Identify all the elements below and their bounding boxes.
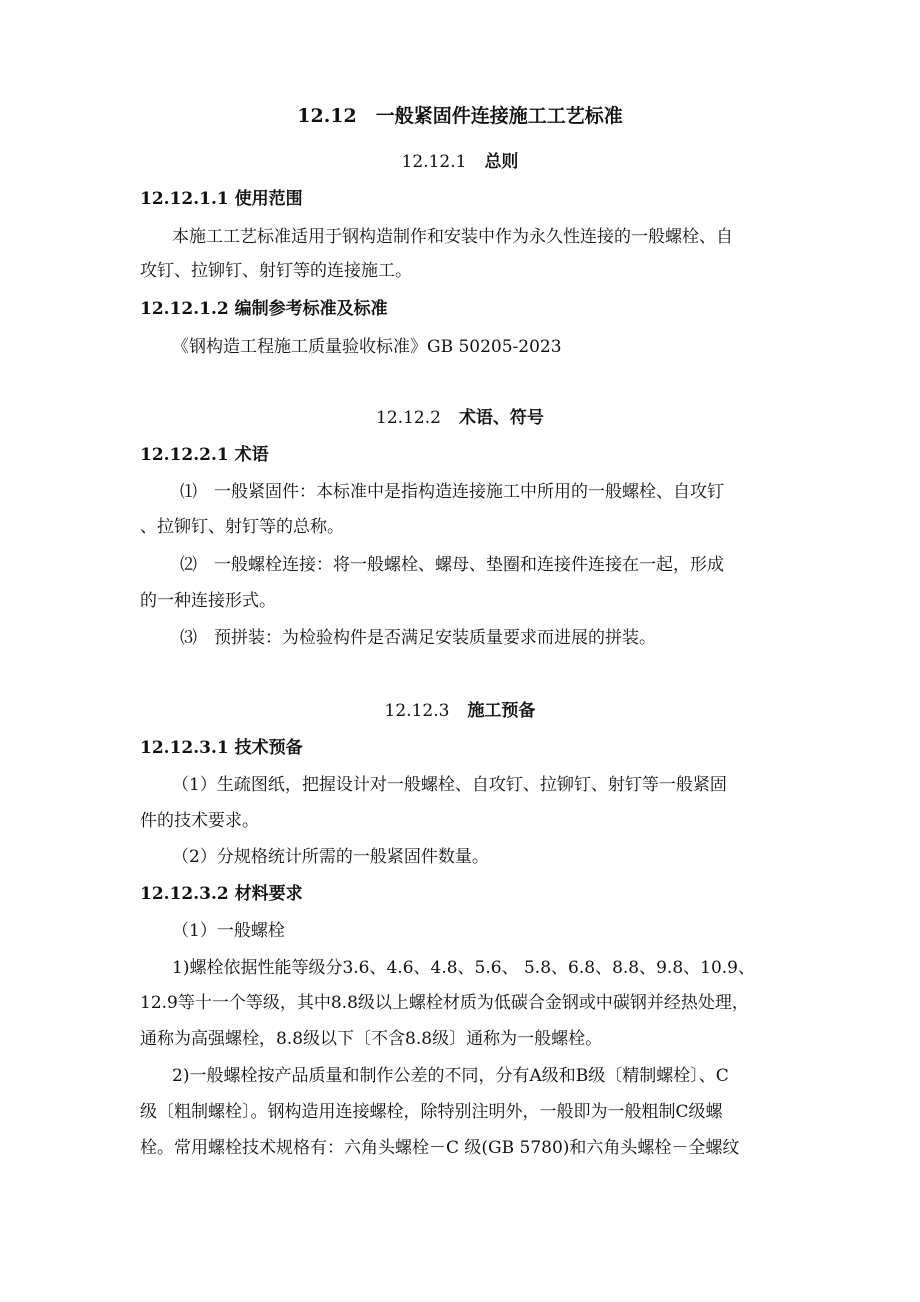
- paragraph-line: 通称为高强螺栓，8.8级以下〔不含8.8级〕通称为一般螺栓。: [140, 1029, 603, 1049]
- paragraph-line: ⑴ 一般紧固件：本标准中是指构造连接施工中所用的一般螺栓、自攻钉: [180, 482, 724, 502]
- paragraph-line: （1）生疏图纸，把握设计对一般螺栓、自攻钉、拉铆钉、射钉等一般紧固: [172, 775, 727, 795]
- paragraph-line: 2)一般螺栓按产品质量和制作公差的不同，分有A级和B级〔精制螺栓〕、C: [172, 1066, 729, 1086]
- paragraph-line: 12.9等十一个等级，其中8.8级以上螺栓材质为低碳合金钢或中碳钢并经热处理，: [140, 993, 749, 1013]
- paragraph-line: 攻钉、拉铆钉、射钉等的连接施工。: [140, 261, 412, 281]
- section-name: 术语、符号: [458, 408, 544, 428]
- section-number: 12.12.1: [401, 152, 467, 172]
- section-heading-preparation: [0, 700, 920, 722]
- paragraph-line: 、拉铆钉、射钉等的总称。: [140, 517, 344, 537]
- subsection-heading-technical: 12.12.3.1 技术预备: [140, 738, 303, 758]
- paragraph-line: 《钢构造工程施工质量验收标准》GB 50205-2023: [172, 337, 562, 357]
- subsection-heading-scope: 12.12.1.1 使用范围: [140, 189, 303, 209]
- subsection-heading-references: 12.12.1.2 编制参考标准及标准: [140, 299, 388, 319]
- section-number: 12.12.3: [384, 701, 450, 721]
- subsection-heading-materials: 12.12.3.2 材料要求: [140, 884, 303, 904]
- subsection-heading-terms: 12.12.2.1 术语: [140, 445, 269, 465]
- paragraph-line: ⑶ 预拼装：为检验构件是否满足安装质量要求而进展的拼装。: [180, 628, 656, 648]
- paragraph-line: 栓。常用螺栓技术规格有：六角头螺栓－C 级(GB 5780)和六角头螺栓－全螺纹: [140, 1138, 740, 1158]
- paragraph-line: 级〔粗制螺栓〕。钢构造用连接螺栓，除特别注明外，一般即为一般粗制C级螺: [140, 1102, 723, 1122]
- document-title: 12.12 一般紧固件连接施工工艺标准: [297, 105, 623, 127]
- paragraph-line: 1)螺栓依据性能等级分3.6、4.6、4.8、5.6、 5.8、6.8、8.8、9.8、10.9、: [172, 958, 755, 978]
- paragraph-line: 件的技术要求。: [140, 811, 259, 831]
- section-name: 施工预备: [467, 701, 536, 721]
- section-number: 12.12.2: [376, 408, 441, 428]
- paragraph-line: （1）一般螺栓: [172, 921, 285, 941]
- paragraph-line: 本施工工艺标准适用于钢构造制作和安装中作为永久性连接的一般螺栓、自: [172, 227, 733, 247]
- section-heading-terms: [0, 407, 920, 429]
- paragraph-line: （2）分规格统计所需的一般紧固件数量。: [172, 847, 489, 867]
- paragraph-line: 的一种连接形式。: [140, 591, 276, 611]
- section-heading-general: [0, 151, 920, 173]
- section-name: 总则: [484, 152, 519, 172]
- paragraph-line: ⑵ 一般螺栓连接：将一般螺栓、螺母、垫圈和连接件连接在一起，形成: [180, 555, 724, 575]
